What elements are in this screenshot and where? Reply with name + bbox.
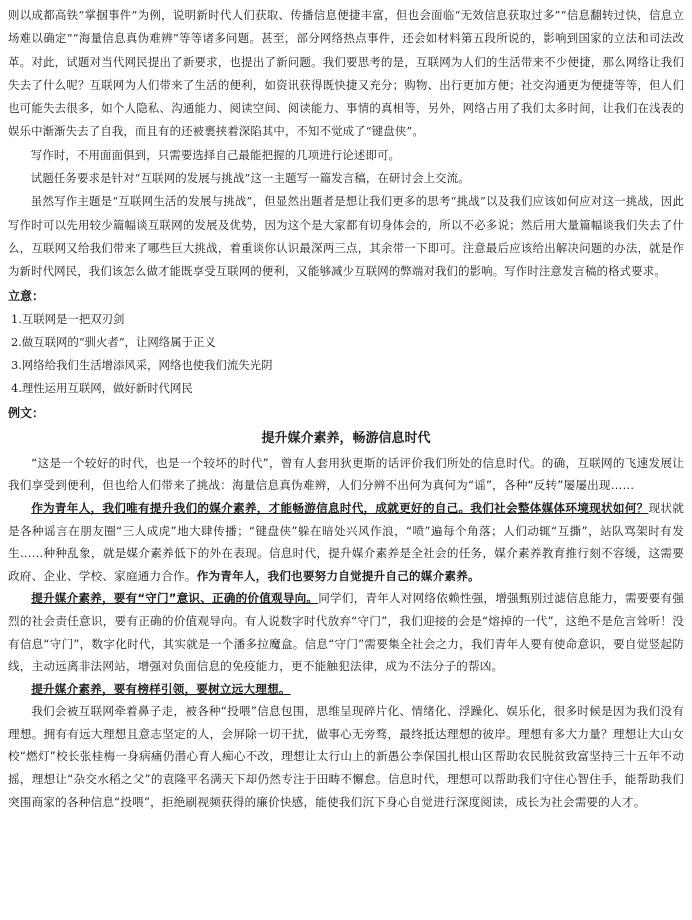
intro-paragraph-1: 则以成都高铁“掌掴事件”为例，说明新时代人们获取、传播信息便捷丰富，但也会面临“无效信息获取过多”“信息翻转过快，信息立场难以确定”“海量信息真伪难辨”等等诸多问题。甚至，部分网络热点事件，还会如材料第五段所说的，影响到国家的立法和司法改革。对此，试题对当代网民提出了新要求，也提出了新问题。我们要思考的是，互联网为人们的生活带来不少便捷，那么网络让我们失去了什么呢？互联网为人们带来了生活的便利，如资讯获得既快捷又充分；购物、出行更加方便；社交沟通更为便捷等等，但人们也可能失去很多，如个人隐私、沟通能力、阅读空间、阅读能力、事情的真相等，另外，网络占用了我们太多时间，让我们在浅表的娱乐中渐渐失去了自我，而且有的还被裹挟着深陷其中，不知不觉成了“键盘侠”。 [8, 8, 684, 139]
document-page [8, 4, 684, 813]
idea-item-4: 4.理性运用互联网，做好新时代网民 [11, 381, 193, 396]
ideas-label: 立意： [8, 288, 45, 303]
idea-item-3: 3.网络给我们生活增添风采，网络也使我们流失光阴 [11, 358, 273, 373]
intro-paragraph-4: 虽然写作主题是“互联网生活的发展与挑战”，但显然出题者是想让我们更多的思考“挑战”以及我们应该如何应对这一挑战，因此写作时可以先用较少篇幅谈互联网的发展及优势，因为这个是大家都有切身体会的，所以不必多说；然后用大量篇幅谈我们失去了什么，互联网又给我们带来了哪些巨大挑战，着重谈你认识最深两三点，其余带一下即可。注意最后应该给出解决问题的办法，就是作为新时代网民，我们该怎么做才能既享受互联网的便利，又能够减少互联网的弊端对我们的影响。写作时注意发言稿的格式要求。 [8, 194, 684, 279]
intro-paragraph-2: 写作时，不用面面俱到，只需要选择自己最能把握的几项进行论述即可。 [30, 147, 401, 162]
essay-paragraph-2-body: 现状就是各种谣言在朋友圈“三人成虎”地大肆传播；“键盘侠”躲在暗处兴风作浪，“喷”遍每个角落；人们动辄“互撕”，站队骂架时有发生……种种乱象，就是媒介素养低下的外在表现。信息时代，提升媒介素养是全社会的任务，媒介素养教育推行刻不容缓，这需要政府、企业、学校、家庭通力合作。 [8, 500, 685, 583]
essay-subpoint-2: 提升媒介素养，要有榜样引领，要树立远大理想。 [31, 681, 291, 696]
idea-item-2: 2.做互联网的“驯火者”，让网络属于正义 [11, 334, 216, 349]
idea-item-1: 1.互联网是一把双刃剑 [11, 311, 125, 326]
intro-paragraph-3: 试题任务要求是针对“互联网的发展与挑战”这一主题写一篇发言稿，在研讨会上交流。 [30, 171, 470, 186]
essay-paragraph-3 [8, 587, 684, 677]
essay-paragraph-2 [8, 497, 684, 587]
essay-paragraph-4 [8, 678, 684, 701]
essay-paragraph-5: 我们会被互联网牵着鼻子走，被各种“投喂”信息包围，思维呈现碎片化、情绪化、浮躁化、娱乐化，很多时候是因为我们没有理想。拥有有远大理想且意志坚定的人，会屏除一切干扰，做事心无旁骛，最终抵达理想的彼岸。理想有多大力量？理想让大山女校“燃灯”校长张桂梅一身病痛仍潜心育人痴心不改，理想让太行山上的新愚公李保国扎根山区帮助农民脱贫致富坚持三十五年不动摇，理想让“杂交水稻之父”的袁隆平名满天下却仍然专注于田畴不懈怠。信息时代，理想可以帮助我们守住心智住手，能帮助我们突围商家的各种信息“投喂”，拒绝刷视频获得的廉价快感，能使我们沉下身心自觉进行深度阅读，成长为社会需要的人才。 [8, 704, 684, 809]
essay-paragraph-3-body: 同学们，青年人对网络依赖性强，增强甄别过滤信息能力，需要要有强烈的社会责任意识，要有正确的价值观导向。有人说数字时代放弃“守门”，我们迎接的会是“熔掉的一代”，这绝不是危言耸听！没有信息“守门”，数字化时代，其实就是一个潘多拉魔盒。信息“守门”需要集全社会之力，我们青年人要有使命意识，要自觉竖起防线，主动远离非法网站，增强对负面信息的免疫能力，更不能触犯法律，成为不法分子的帮凶。 [8, 591, 685, 674]
essay-thesis: 作为青年人，我们唯有提升我们的媒介素养，才能畅游信息时代，成就更好的自己。我们社会整体媒体环境现状如何？ [31, 500, 649, 515]
essay-title: 提升媒介素养，畅游信息时代 [261, 430, 431, 446]
essay-paragraph-2-tail: 作为青年人，我们也要努力自觉提升自己的媒介素养。 [196, 568, 480, 583]
example-label: 例文： [8, 405, 45, 420]
essay-paragraph-1: “这是一个较好的时代，也是一个较坏的时代”，曾有人套用狄更斯的话评价我们所处的信息时代。的确，互联网的飞速发展让我们享受到便利，但也给人们带来了挑战：海量信息真伪难辨，人们分辨不出何为真何为“谣”，各种“反转”屡屡出现…… [8, 455, 684, 493]
essay-subpoint-1: 提升媒介素养，要有“守门”意识、正确的价值观导向。 [31, 591, 319, 606]
